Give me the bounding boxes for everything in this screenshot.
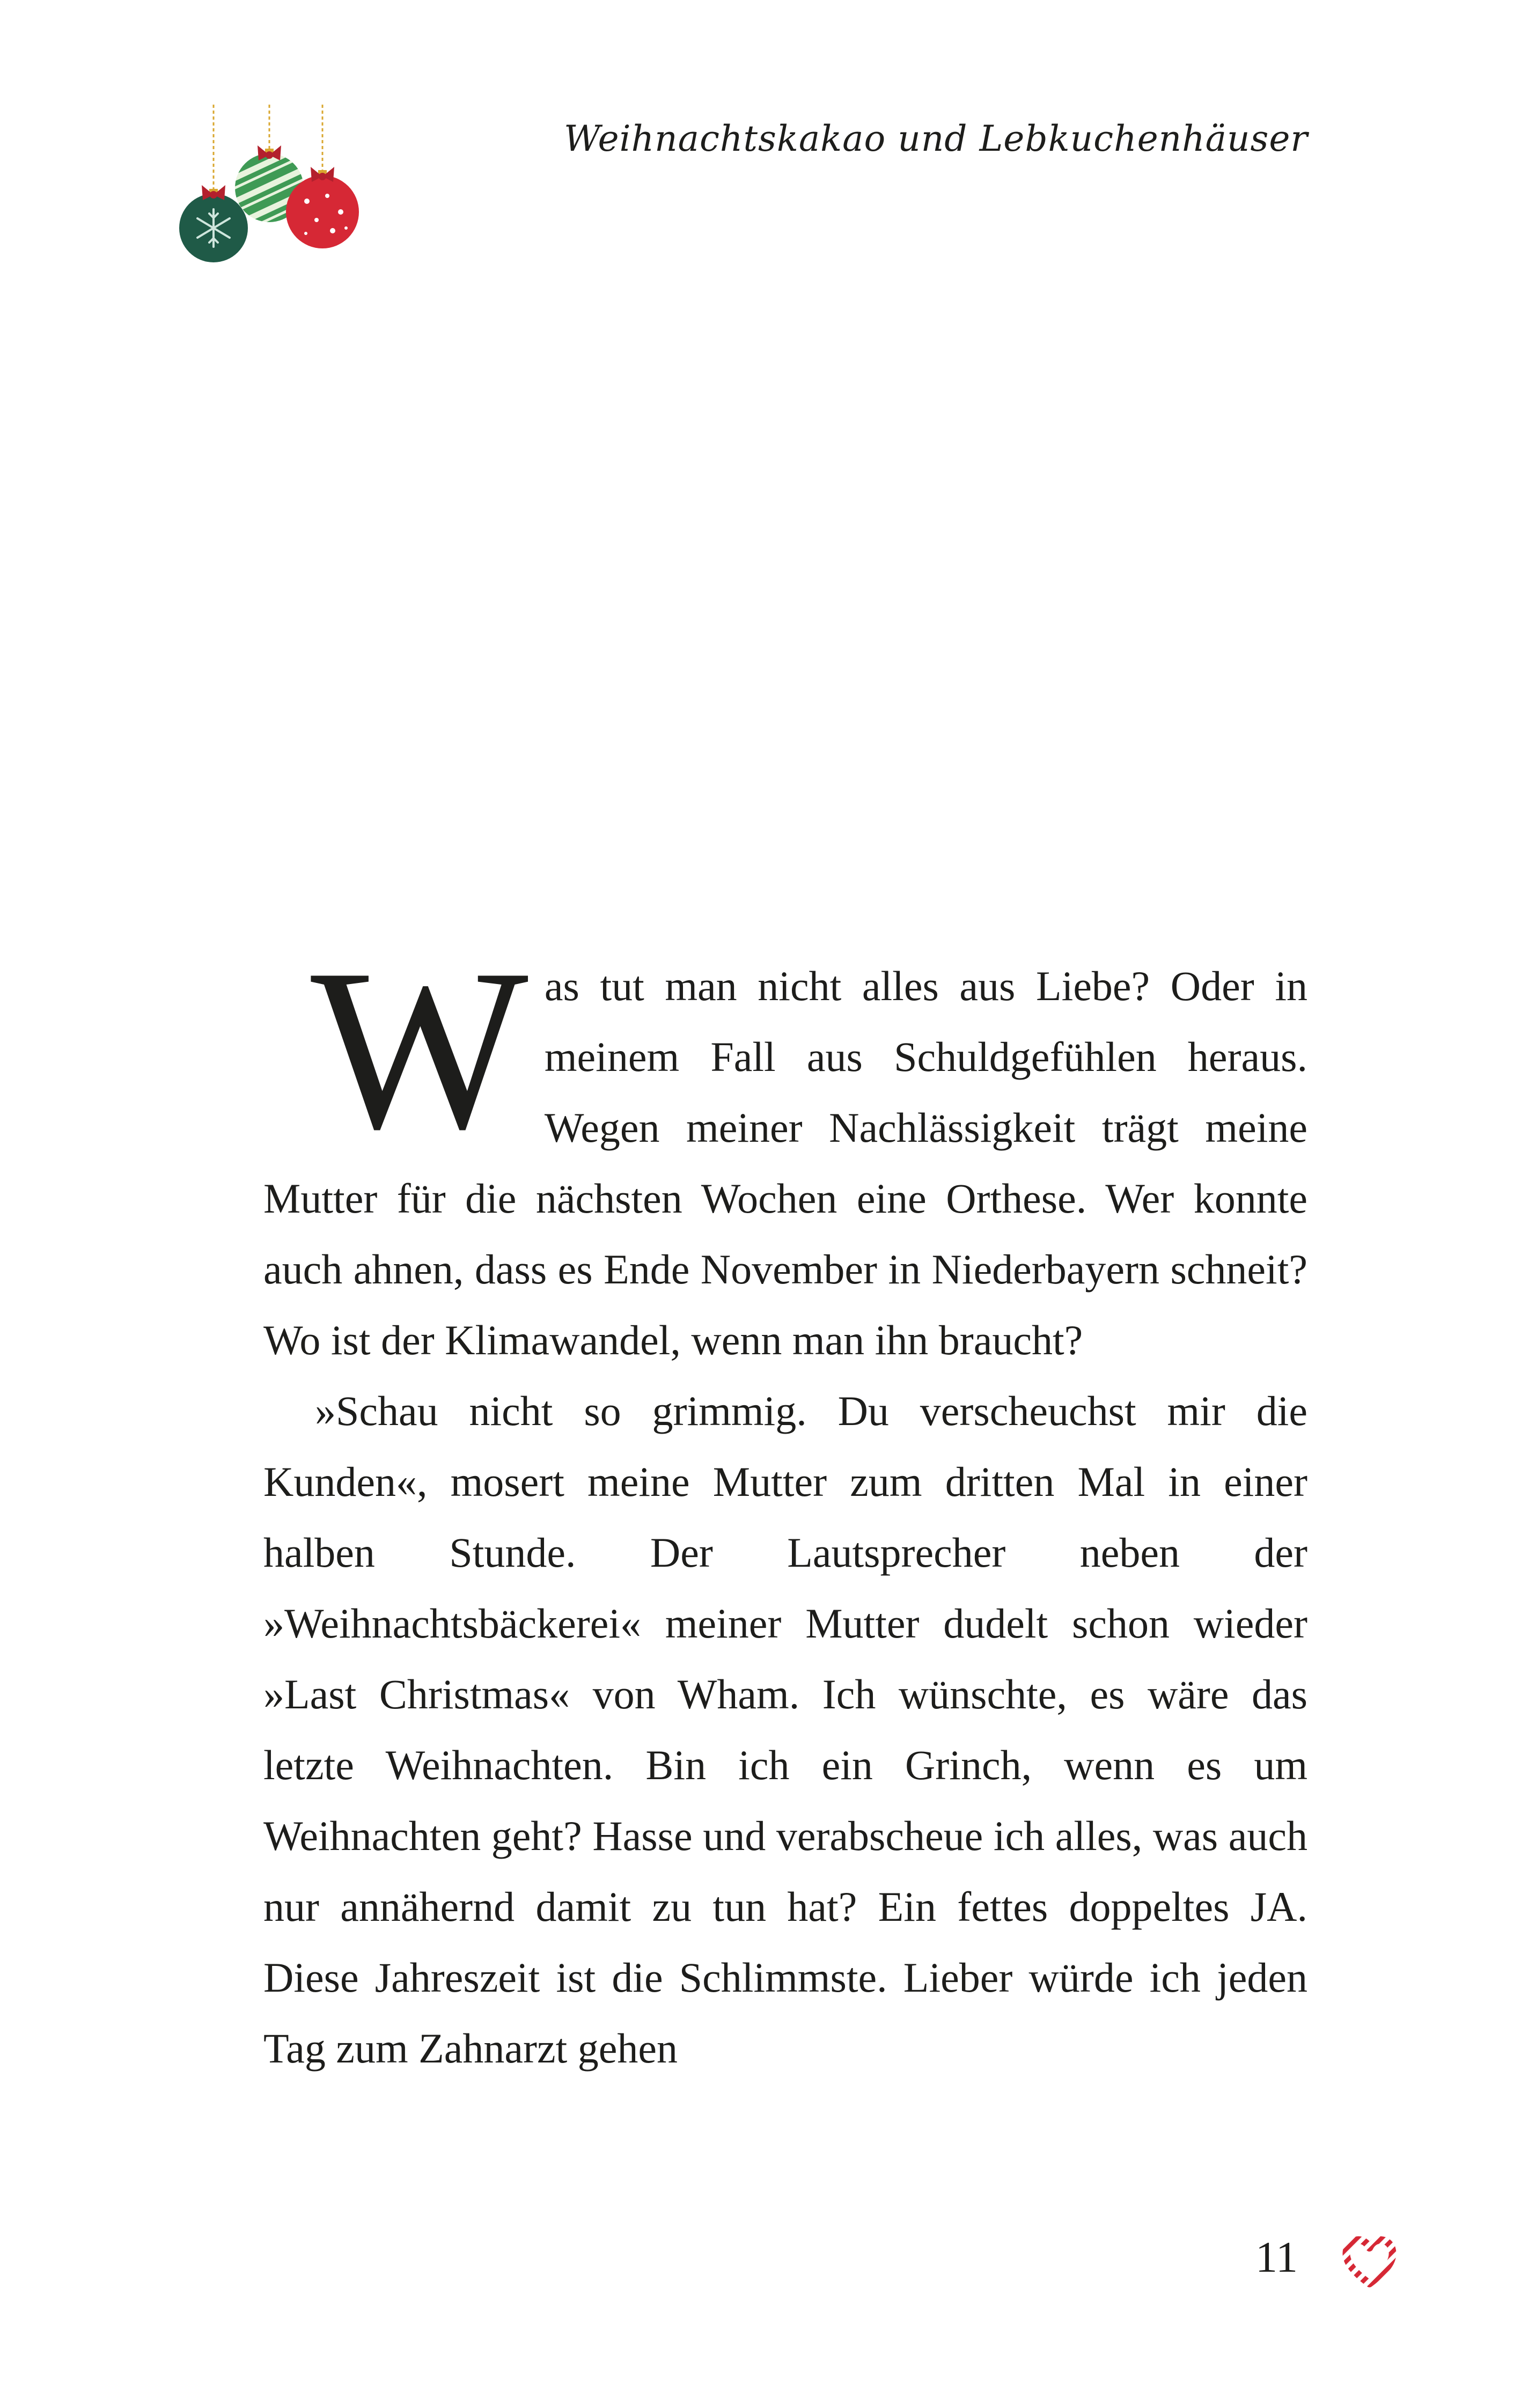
running-header-title: Weihnachtskakao und Lebkuchenhäuser (563, 118, 1308, 159)
ornaments-decoration (172, 105, 376, 266)
page-number: 11 (1255, 2233, 1298, 2281)
paragraph-1: as tut man nicht alles aus Liebe? Oder in meinem Fall aus Schuldgefühlen heraus. Wegen meiner Nachlässigkeit trägt meine Mutter für die nächsten Wochen eine Orthese. Wer konnte auch ahnen, dass es Ende November in Niederbayern schneit? Wo ist der Klimawandel, wenn man ihn braucht? (263, 963, 1307, 1363)
body-text (263, 922, 1307, 2084)
paragraph-2: »Schau nicht so grimmig. Du verscheuchst mir die Kunden«, mosert meine Mutter zum dritten Mal in einer halben Stunde. Der Lautsprecher neben der »Weihnachtsbäckerei« meiner Mutter dudelt schon wieder »Last Christmas« von Wham. Ich wünschte, es wäre das letzte Weihnachten. Bin ich ein Grinch, wenn es um Weihnachten geht? Hasse und verabscheue ich alles, was auch nur annähernd damit zu tun hat? Ein fettes doppeltes JA. Diese Jahreszeit ist die Schlimmste. Lieber würde ich jeden Tag zum Zahnarzt gehen (263, 1387, 1307, 2072)
dropcap-letter: W (311, 922, 528, 1177)
christmas-baubles-icon (172, 105, 376, 266)
candy-cane-heart-icon (1339, 2229, 1400, 2291)
